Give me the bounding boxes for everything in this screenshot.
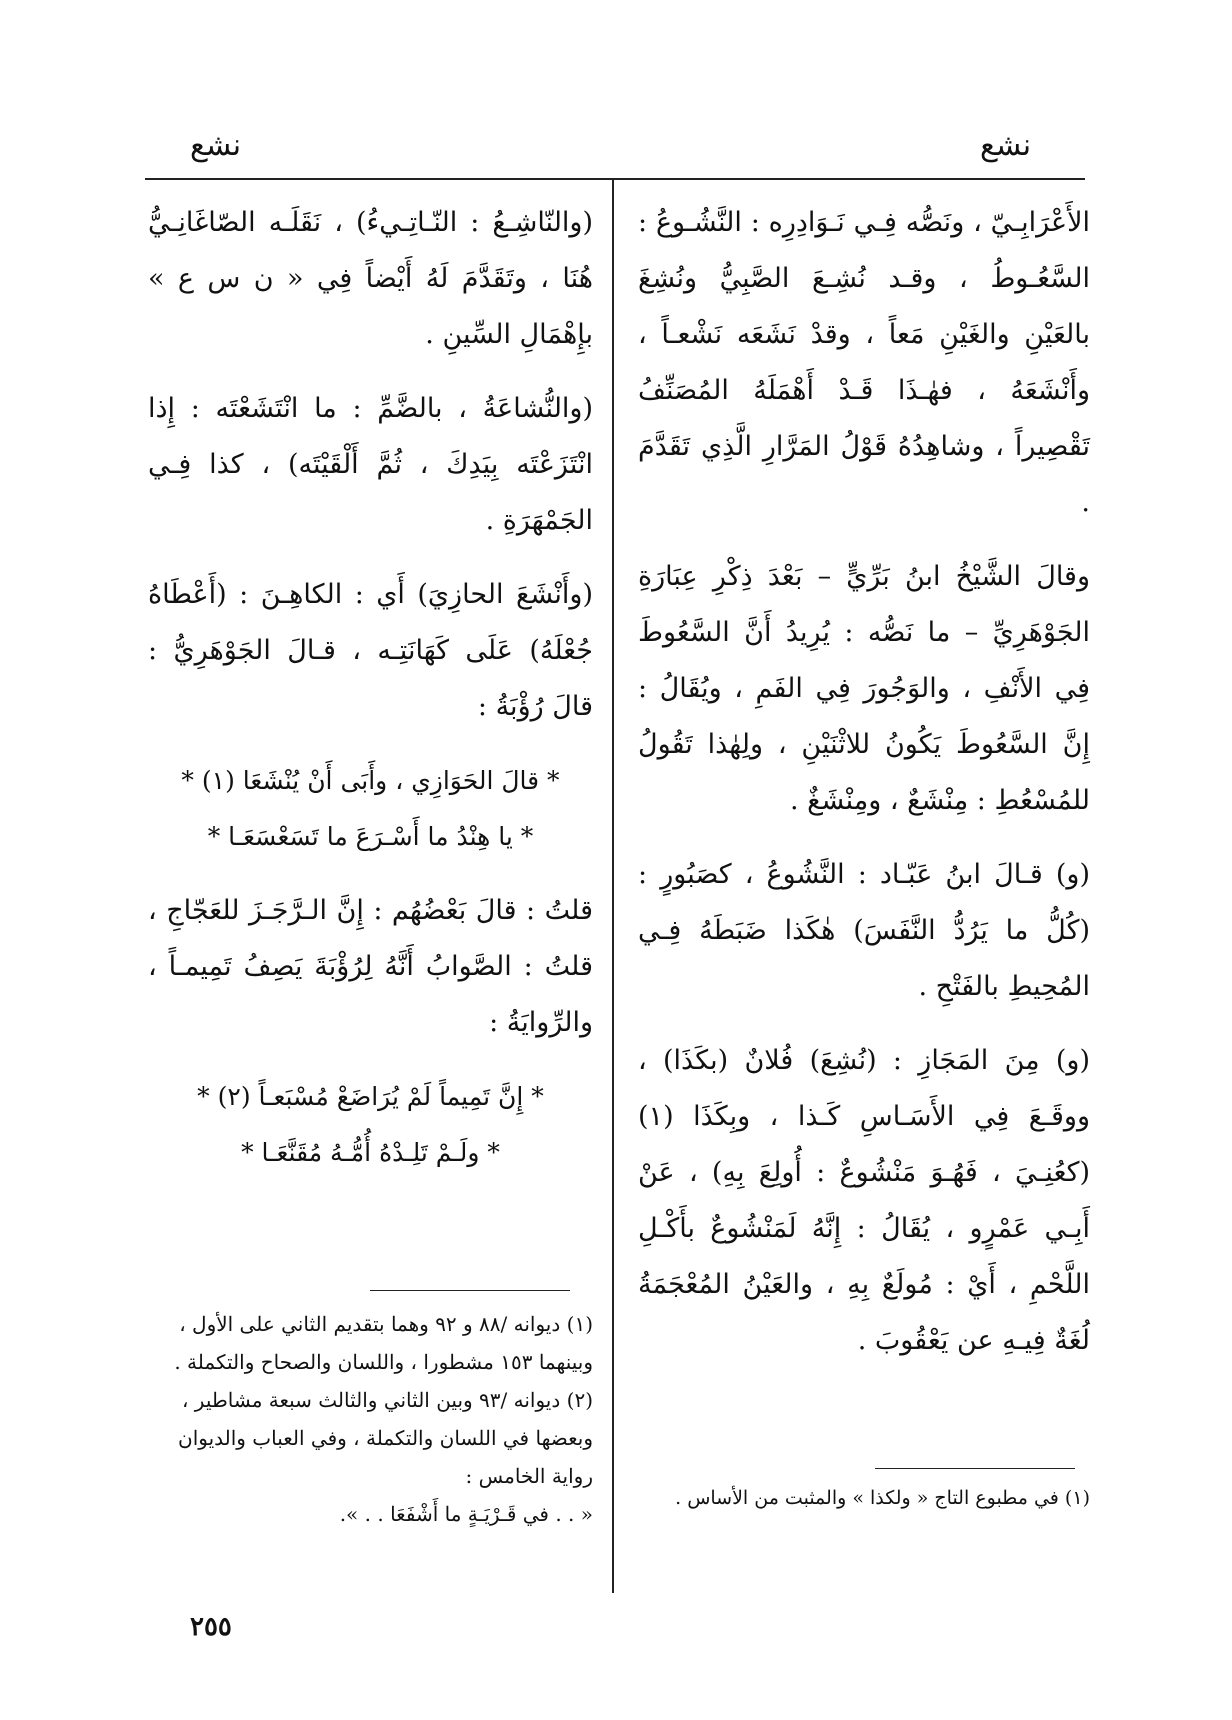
paragraph: (والنّاشِـعُ : النّـاتِـيءُ) ، نَقَلَـه الصّاغَانِـيُّ هُنَا ، وتَقَدَّمَ لَهُ أَيْضاً فِي « ن س ع » بإِهْمَالِ السِّينِ . [148, 207, 593, 350]
footnote: (٢) ديوانه /٩٣ وبين الثاني والثالث سبعة مشاطير ، وبعضها في اللسان والتكملة ، وفي العباب والديوان رواية الخامس : [178, 1388, 593, 1488]
verse-line: * إِنَّ تَمِيماً لَمْ يُرَاضَعْ مُسْبَعـاً (٢) * [197, 1082, 544, 1111]
left-column [148, 195, 593, 1199]
verse-line: * ولَـمْ تَلِـدْهُ أُمُّـهُ مُقَنَّعَـا * [241, 1138, 500, 1167]
paragraph: الأَعْرَابِـيّ ، ونَصُّه فِـي نَـوَادِرِه : النَّشُـوعُ : السَّعُـوطُ ، وقـد نُشِـعَ الصَّبِيُّ ونُشِغَ بالعَيْنِ والغَيْنِ مَعاً ، وقدْ نَشَعَه نَشْعـاً ، وأَنْشَعَهُ ، فهٰـذَا قَـدْ أَهْمَلَهُ المُصَنِّفُ تَقْصِيراً ، وشاهِدُهُ قَوْلُ المَرَّارِ الَّذِي تَقَدَّمَ . [638, 207, 1090, 518]
footnotes-right [638, 1483, 1090, 1513]
verse-block [148, 753, 593, 865]
header-word-left: نشع [190, 128, 242, 163]
footnote-rule-right [875, 1468, 1075, 1469]
footnote-rule-left [370, 1290, 570, 1291]
verse-line: * يا هِنْدُ ما أَسْـرَعَ ما تَسَعْسَعَـا * [207, 822, 534, 851]
header-word-right: نشع [980, 128, 1032, 163]
paragraph: (و) قـالَ ابنُ عَبّـاد : النَّشُوعُ ، كصَبُورٍ : (كُلُّ ما يَرُدُّ النَّفَسَ) هٰكَذا ضَبَطَهُ فِـي المُحِيطِ بالفَتْحِ . [638, 859, 1090, 1002]
paragraph: (والنُّشاعَةُ ، بالضَّمِّ : ما انْتَشَعْتَه : إِذا انْتَزَعْتَه بِيَدِكَ ، ثُمَّ أَلْقَيْتَه) ، كذا فِـي الجَمْهَرَةِ . [148, 393, 593, 536]
page-number: ٢٥٥ [190, 1612, 232, 1642]
paragraph: قلتُ : قالَ بَعْضُهُم : إِنَّ الـرَّجَـزَ للعَجّاجِ ، قلتُ : الصَّوابُ أَنَّهُ لِرُؤْبَةَ يَصِفُ تَمِيمـاً ، والرِّوايَةُ : [148, 895, 593, 1038]
paragraph: وقالَ الشَّيْخُ ابنُ بَرِّيٍّ – بَعْدَ ذِكْرِ عِبَارَةِ الجَوْهَرِيِّ – ما نَصُّه : يُرِيدُ أَنَّ السَّعُوطَ فِي الأَنْفِ ، والوَجُورَ فِي الفَمِ ، ويُقَالُ : إِنَّ السَّعُوطَ يَكُونُ للاثْنَيْنِ ، ولِهٰذا تَقُولُ للمُسْعُطِ : مِنْشَعٌ ، ومِنْشَغٌ . [638, 561, 1090, 816]
right-column [638, 195, 1090, 1387]
verse-block [148, 1069, 593, 1181]
paragraph: (و) مِنَ المَجَازِ : (نُشِعَ) فُلانٌ (بكَذَا) ، ووقَـعَ فِي الأَسَـاسِ كَـذا ، وبِكَذَا (١) (كعُنِـيَ ، فَهُـوَ مَنْشُوعٌ : أُولِعَ بِهِ) ، عَنْ أَبِـي عَمْرٍو ، يُقَالُ : إِنَّهُ لَمَنْشُوعٌ بأَكْـلِ اللَّحْمِ ، أَيْ : مُولَعٌ بِهِ ، والعَيْنُ المُعْجَمَةُ لُغَةٌ فِيـهِ عن يَعْقُوبَ . [638, 1045, 1090, 1356]
footnote: « . . في قَـرْيَـةٍ ما أَشْفَعَا . . ». [339, 1502, 593, 1526]
footnote: (١) في مطبوع التاج « ولكذا » والمثبت من الأساس . [675, 1487, 1090, 1509]
column-divider [612, 178, 614, 1593]
footnotes-left [148, 1305, 593, 1533]
footnote: (١) ديوانه /٨٨ و ٩٢ وهما بتقديم الثاني على الأول ، وبينهما ١٥٣ مشطورا ، واللسان والصحاح والتكملة . [174, 1312, 593, 1374]
paragraph: (وأَنْشَعَ الحازِيَ) أَي : الكاهِـنَ : (أَعْطَاهُ جُعْلَهُ) عَلَى كَهَانَتِـه ، قـالَ الجَوْهَرِيُّ : قالَ رُؤْبَةُ : [148, 579, 593, 722]
verse-line: * قالَ الحَوَازِي ، وأَبَى أَنْ يُنْشَعَا (١) * [181, 766, 560, 795]
header-rule [145, 178, 1085, 180]
